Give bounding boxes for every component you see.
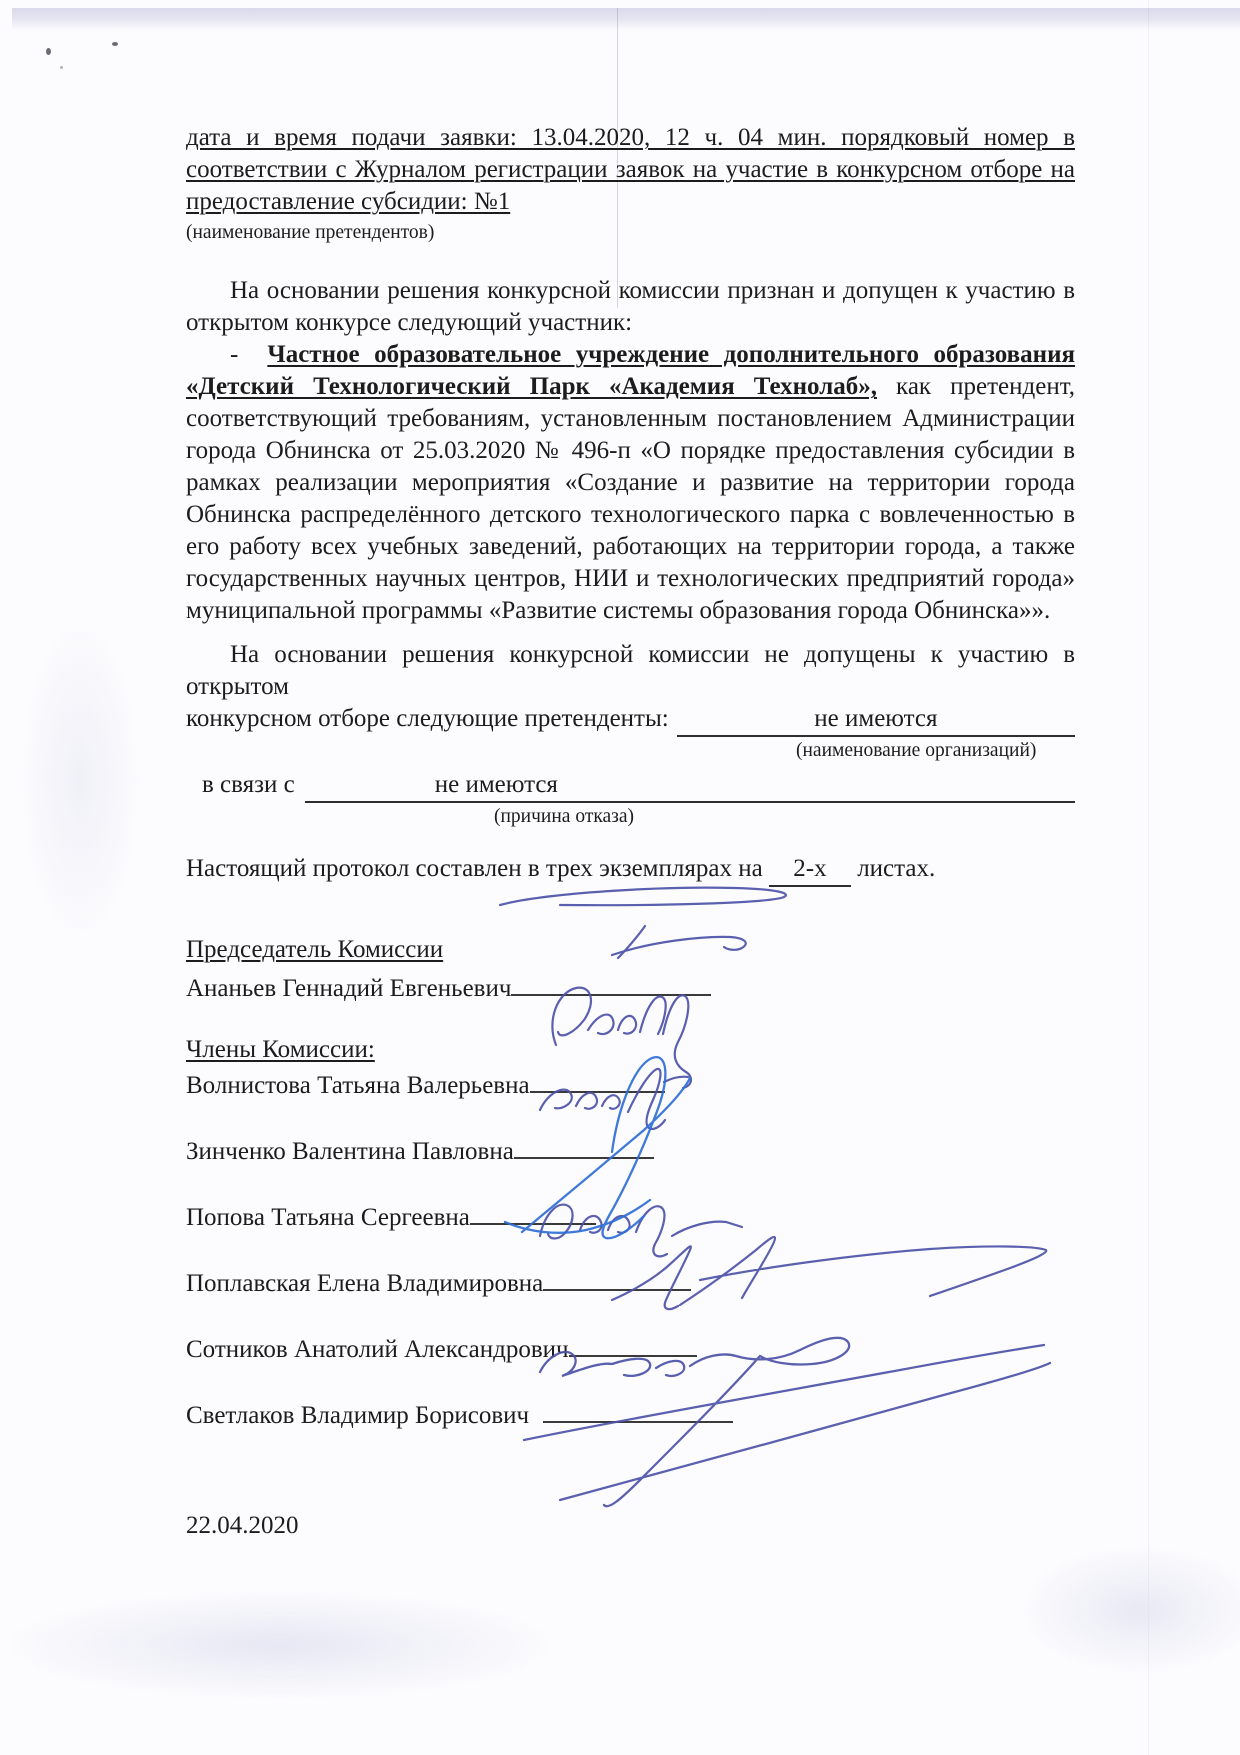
scan-smudge	[1020, 1545, 1240, 1675]
scan-speck	[60, 66, 63, 69]
applicants-caption: (наименование претендентов)	[186, 222, 435, 243]
member-signature-line	[569, 1330, 697, 1357]
reason-blank-field	[305, 769, 1075, 803]
member-name: Волнистова Татьяна Валерьевна	[186, 1072, 530, 1099]
application-datetime-paragraph: дата и время подачи заявки: 13.04.2020, 12 ч. 04 мин. порядковый номер в соответствии с Журналом регистрации заявок на участие в конкурсном отборе на предоставление субсидии: №1	[186, 124, 1075, 215]
document-body	[186, 122, 1075, 1542]
member-name: Попова Татьяна Сергеевна	[186, 1204, 470, 1231]
admitted-intro-paragraph: На основании решения конкурсной комиссии признан и допущен к участию в открытом конкурсе следующий участник:	[186, 277, 1075, 336]
chairman-signature-line	[511, 969, 711, 996]
copies-value: 2-х	[793, 855, 827, 882]
member-signature-row	[186, 1330, 1075, 1366]
member-signature-line	[530, 1066, 665, 1093]
copies-text-after: листах.	[857, 855, 936, 882]
member-signature-row	[186, 1066, 1075, 1102]
member-signature-line	[514, 1132, 654, 1159]
not-admitted-blank-field	[677, 703, 1075, 737]
not-admitted-value: не имеются	[814, 705, 938, 732]
participant-paragraph	[186, 339, 1075, 627]
member-signature-row	[186, 1132, 1075, 1168]
member-signature-row	[186, 1396, 1075, 1432]
member-name: Светлаков Владимир Борисович	[186, 1402, 530, 1429]
scan-speck	[112, 42, 118, 46]
participant-name-bold: Частное образовательное учреждение дополнительного образования «Детский Технологический Парк «Академия Технолаб»,	[186, 341, 1075, 400]
member-signature-line	[470, 1198, 596, 1225]
scan-speck	[46, 48, 51, 55]
members-title: Члены Комиссии:	[186, 1036, 375, 1063]
organizations-caption: (наименование организаций)	[796, 740, 1037, 761]
reason-label: в связи с	[202, 771, 295, 798]
participant-rest-text: как претендент, соответствующий требованиям, установленным постановлением Администрации города Обнинска от 25.03.2020 № 496-п «О порядке предоставления субсидии в рамках реализации мероприятия «Создание и развитие на территории города Обнинска распределённого детского технологического парка с вовлеченностью в его работу всех учебных заведений, работающих на территории города, а также государственных научных центров, НИИ и технологических предприятий города» муниципальной программы «Развитие системы образования города Обнинска»».	[186, 373, 1075, 624]
member-name: Поплавская Елена Владимировна	[186, 1270, 544, 1297]
chairman-signature-row	[186, 969, 1075, 1005]
list-dash: -	[230, 341, 239, 368]
not-admitted-line2-row	[186, 703, 1075, 737]
not-admitted-line2: конкурсном отборе следующие претенденты:	[186, 705, 669, 732]
member-signature-row	[186, 1198, 1075, 1234]
scan-vertical-line	[1148, 0, 1149, 1755]
not-admitted-line1: На основании решения конкурсной комиссии не допущены к участию в открытом	[186, 641, 1075, 700]
scan-top-band	[12, 8, 1240, 30]
scan-smudge	[20, 620, 140, 940]
member-name: Зинченко Валентина Павловна	[186, 1138, 514, 1165]
member-name: Сотников Анатолий Александрович	[186, 1336, 569, 1363]
protocol-date: 22.04.2020	[186, 1512, 299, 1539]
copies-blank-field	[769, 853, 851, 887]
chairman-title: Председатель Комиссии	[186, 936, 444, 963]
refusal-reason-caption: (причина отказа)	[494, 806, 635, 827]
chairman-name: Ананьев Геннадий Евгеньевич	[186, 975, 512, 1002]
member-signature-line	[543, 1264, 691, 1291]
scan-smudge	[0, 1590, 560, 1700]
copies-paragraph	[186, 853, 1075, 887]
member-signature-line	[543, 1396, 733, 1423]
reason-value: не имеются	[434, 771, 558, 798]
reason-row	[186, 769, 1075, 803]
copies-text-before: Настоящий протокол составлен в трех экземплярах на	[186, 855, 763, 882]
member-signature-row	[186, 1264, 1075, 1300]
